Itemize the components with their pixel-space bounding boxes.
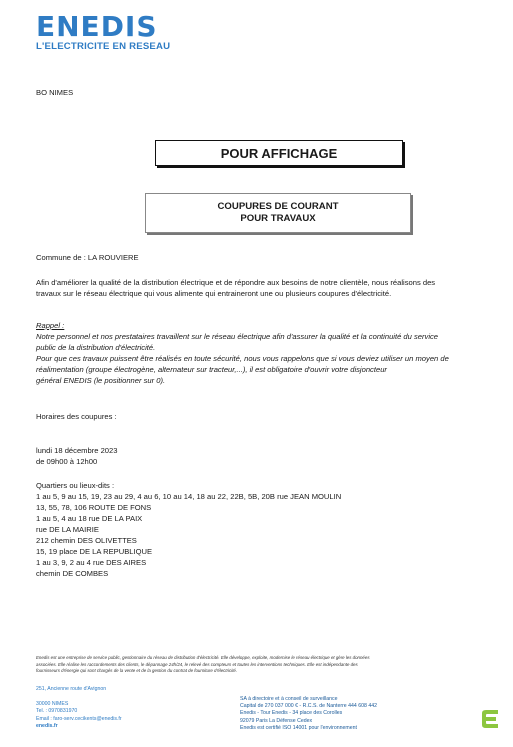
enedis-mark-icon: [478, 707, 502, 731]
footer-address: [36, 686, 122, 730]
legal-line: associées. Elle réalise les raccordements des clients, le dépannage 24h/24, le relevé des compteurs et toutes les interventions techniques. Elle est indépendante des: [36, 661, 358, 667]
subject-line-1: COUPURES DE COURANT: [217, 201, 339, 212]
rappel-line: Notre personnel et nos prestataires travaillent sur le réseau électrique afin d'assurer la qualité et la continuité du service: [36, 332, 439, 341]
company-line: SA à directoire et à conseil de surveillance: [240, 696, 338, 702]
company-line: Enedis - Tour Enedis - 34 place des Corolles: [240, 710, 343, 717]
address-spacer: [36, 693, 122, 701]
street-line: 1 au 5, 9 au 15, 19, 23 au 29, 4 au 6, 10 au 14, 18 au 22, 22B, 5B, 20B rue JEAN MOULIN: [36, 492, 342, 501]
horaires-label: Horaires des coupures :: [36, 412, 117, 421]
street-line: chemin DE COMBES: [36, 569, 109, 578]
address-line: 30000 NIMES: [36, 701, 69, 708]
rappel-section: [36, 320, 506, 386]
quartiers-label: Quartiers ou lieux-dits :: [36, 481, 115, 490]
address-line: enedis.fr: [36, 722, 58, 729]
intro-line-2: travaux sur le réseau électrique qui vous alimente qui entraineront une ou plusieurs coupures d'électricité.: [36, 289, 392, 298]
title-box: [155, 140, 403, 166]
company-line: 92079 Paris La Défense Cedex: [240, 717, 313, 724]
schedule: [36, 445, 117, 467]
subject-box: [145, 193, 411, 233]
street-line: 13, 55, 78, 106 ROUTE DE FONS: [36, 503, 152, 512]
street-line: 1 au 5, 4 au 18 rue DE LA PAIX: [36, 514, 143, 523]
rappel-line: réalimentation (groupe électrogène, alternateur sur tracteur,...), il est obligatoire d'ouvrir votre disjoncteur: [36, 365, 387, 374]
rappel-line: général ENEDIS (le positionner sur 0).: [36, 376, 166, 385]
logo-tagline: L'ELECTRICITE EN RESEAU: [36, 41, 171, 52]
commune: Commune de : LA ROUVIERE: [36, 253, 139, 262]
streets-section: [36, 480, 506, 579]
date-line: lundi 18 décembre 2023: [36, 446, 118, 455]
street-line: 212 chemin DES OLIVETTES: [36, 536, 137, 545]
legal-line: Enedis est une entreprise de service public, gestionnaire du réseau de distribution d'électricité. Elle développe, exploite, modernise le réseau électrique et gère les données: [36, 655, 370, 660]
sender-office: BO NIMES: [36, 88, 74, 97]
street-line: rue DE LA MAIRIE: [36, 525, 99, 534]
intro-paragraph: [36, 277, 506, 299]
rappel-title: Rappel :: [36, 321, 65, 330]
footer-company: [240, 696, 377, 732]
time-line: de 09h00 à 12h00: [36, 457, 98, 466]
rappel-line: Pour que ces travaux puissent être réalisés en toute sécurité, nous vous rappelons que si vous deviez utiliser un moyen de: [36, 354, 449, 363]
company-line: Enedis est certifié ISO 14001 pour l'environnement: [240, 724, 357, 731]
address-line: 251, Ancienne route d'Avignon: [36, 686, 107, 692]
address-line: Email : faro-serv.cecikents@enedis.fr: [36, 715, 122, 722]
subject-line-2: POUR TRAVAUX: [240, 213, 316, 224]
street-line: 1 au 3, 9, 2 au 4 rue DES AIRES: [36, 558, 147, 567]
legal-line: fournisseurs d'énergie qui sont chargés de la vente et de la gestion du contrat de fourniture d'électricité.: [36, 668, 238, 673]
footer-legal: [36, 655, 502, 675]
rappel-line: public de la distribution d'électricité.: [36, 343, 156, 352]
street-line: 15, 19 place DE LA REPUBLIQUE: [36, 547, 153, 556]
address-line: Tel. : 0970831970: [36, 708, 78, 715]
title-text: POUR AFFICHAGE: [220, 145, 338, 161]
intro-line-1: Afin d'améliorer la qualité de la distribution électrique et de répondre aux besoins de notre clientèle, nous réalisons des: [36, 278, 436, 287]
enedis-logo: ENEDIS: [36, 10, 158, 43]
company-line: Capital de 270 037 000 € - R.C.S. de Nanterre 444 608 442: [240, 703, 377, 710]
